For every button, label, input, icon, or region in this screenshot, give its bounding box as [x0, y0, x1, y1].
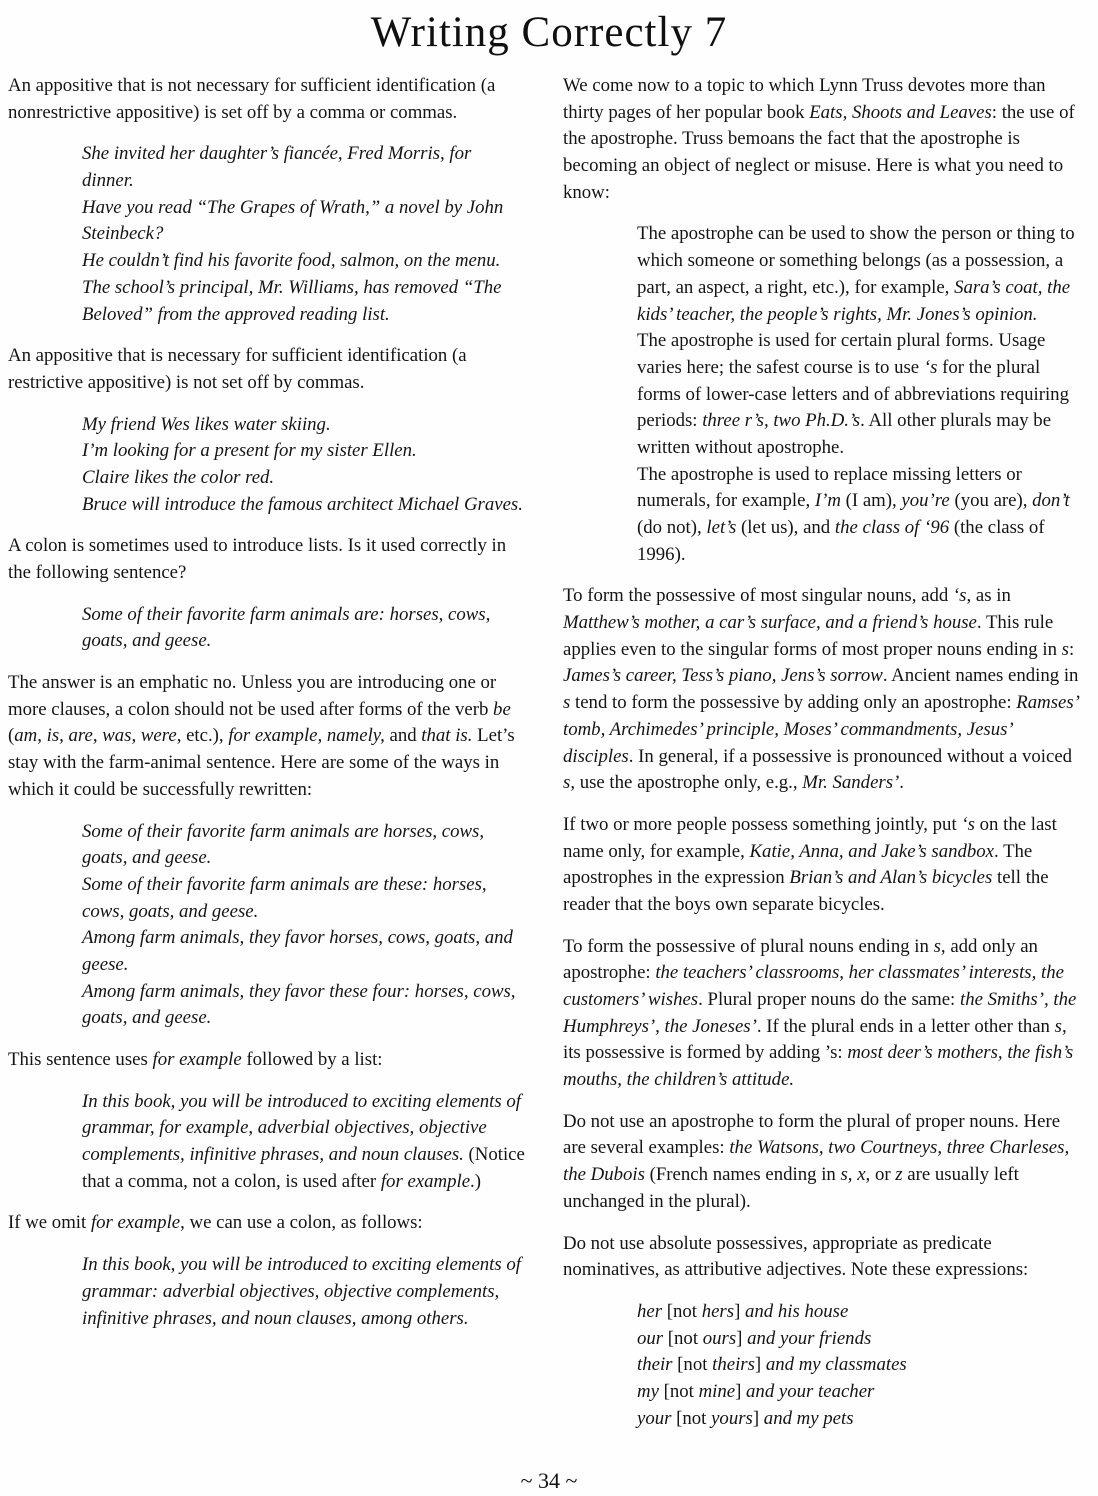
italic-text: s — [563, 692, 571, 714]
italic-text: Matthew’s mother, a car’s surface, and a friend’s house — [563, 612, 977, 634]
example-block — [8, 412, 531, 519]
body-text: . — [899, 772, 904, 794]
body-text: We come now to a topic to which Lynn Truss devotes more than thirty pages of her popular book — [563, 75, 1046, 123]
italic-text: our — [637, 1327, 664, 1349]
example-block — [8, 602, 531, 655]
body-text: The apostrophe is used for certain plural forms. Usage varies here; the safest course is to use — [637, 330, 1046, 378]
example-item — [637, 221, 1080, 328]
example-item — [82, 1089, 525, 1196]
italic-text: s — [563, 772, 571, 794]
example-item — [82, 248, 525, 275]
italic-text: don’t — [1032, 490, 1070, 512]
italic-text: her — [637, 1300, 663, 1322]
body-text: ] — [734, 1300, 746, 1322]
example-item — [637, 328, 1080, 461]
body-text: [not — [658, 1380, 699, 1402]
paragraph — [8, 533, 531, 586]
example-item — [82, 492, 525, 519]
body-text: Let’s stay with the farm-animal sentence. Here are some of the ways in which it could be successfully rewritten: — [8, 725, 515, 800]
body-text: , or — [865, 1164, 896, 1186]
body-text: [not — [672, 1354, 713, 1376]
two-column-layout — [0, 57, 1098, 1447]
example-item — [82, 275, 525, 328]
example-item — [82, 141, 525, 194]
italic-text: Claire likes the color red. — [82, 466, 275, 488]
body-text: (do not), — [637, 517, 707, 538]
body-text: The answer is an emphatic no. Unless you are introducing one or more clauses, a colon should not be used after forms of the verb — [8, 672, 497, 720]
italic-text: Among farm animals, they favor these four: horses, cows, goats, and geese. — [82, 980, 516, 1029]
italic-text: Some of their favorite farm animals are horses, cows, goats, and geese. — [82, 820, 485, 869]
italic-text: James’s career, Tess’s piano, Jens’s sorrow — [563, 665, 883, 687]
italic-text: I’m looking for a present for my sister Ellen. — [82, 440, 417, 462]
example-item — [637, 1299, 1080, 1326]
example-block — [8, 1089, 531, 1196]
paragraph — [8, 670, 531, 803]
example-item — [637, 1379, 1080, 1406]
page-number: ~ 34 ~ — [520, 1468, 578, 1493]
italic-text: for example — [152, 1049, 242, 1070]
italic-text: that is. — [421, 725, 473, 747]
paragraph — [563, 812, 1086, 919]
body-text: : the use of the apostrophe. Truss bemoans the fact that the apostrophe is becoming an object of neglect or misuse. Here is what you need to know: — [563, 101, 1075, 203]
body-text: and — [384, 725, 422, 747]
example-item — [637, 1406, 1080, 1433]
italic-text: ‘s — [923, 356, 938, 378]
example-block — [563, 1299, 1086, 1432]
italic-text: for example, namely, — [228, 725, 385, 747]
body-text: (the class of 1996). — [637, 517, 1045, 565]
body-text: ] — [752, 1407, 764, 1429]
body-text: (I am), — [840, 490, 902, 512]
body-text: If we omit — [8, 1212, 91, 1234]
italic-text: ours — [702, 1327, 737, 1349]
body-text: (Notice that a comma, not a colon, is used after — [82, 1144, 525, 1192]
body-text: If two or more people possess something jointly, put — [563, 813, 962, 835]
body-text: An appositive that is necessary for sufficient identification (a restrictive appositive) is not set off by commas. — [8, 345, 467, 393]
italic-text: Have you read “The Grapes of Wrath,” a novel by John Steinbeck? — [82, 196, 504, 245]
body-text: Do not use an apostrophe to form the plural of proper nouns. Here are several examples: — [563, 1110, 1061, 1159]
italic-text: Ramses’ tomb, Archimedes’ principle, Moses’ commandments, Jesus’ disciples — [563, 692, 1078, 767]
body-text: ] — [735, 1380, 747, 1402]
column-left — [8, 73, 531, 1447]
example-item — [82, 465, 525, 492]
body-text: , use the apostrophe only, e.g., — [570, 772, 803, 794]
paragraph — [563, 73, 1086, 206]
italic-text: the Watsons, two Courtneys, three Charleses, the Dubois — [563, 1137, 1070, 1186]
body-text: An appositive that is not necessary for sufficient identification (a nonrestrictive appositive) is set off by a comma or commas. — [8, 75, 496, 123]
italic-text: ‘s — [961, 813, 975, 835]
italic-text: In this book, you will be introduced to exciting elements of grammar: adverbial objectives, objective complements, infinitive phrases, and noun clauses, among others. — [82, 1254, 522, 1329]
italic-text: let’s — [706, 517, 737, 538]
body-text: [not — [662, 1300, 702, 1322]
paragraph — [8, 1047, 531, 1074]
body-text: . The apostrophes in the expression — [563, 840, 1033, 889]
italic-text: and his house — [745, 1300, 849, 1322]
italic-text: for example — [380, 1170, 471, 1192]
italic-text: their — [637, 1354, 673, 1376]
italic-text: Katie, Anna, and Jake’s sandbox — [749, 840, 995, 862]
body-text: (French names ending in — [644, 1164, 841, 1186]
body-text: on the last name only, for example, — [563, 813, 1057, 862]
italic-text: My friend Wes likes water skiing. — [82, 413, 331, 435]
body-text: ] — [754, 1354, 766, 1376]
body-text: .) — [470, 1170, 481, 1192]
body-text: . If the plural ends in a letter other than — [756, 1015, 1055, 1037]
italic-text: and your teacher — [746, 1380, 875, 1402]
body-text: : — [1068, 638, 1075, 660]
italic-text: Some of their favorite farm animals are: horses, cows, goats, and geese. — [82, 603, 491, 652]
italic-text: mine — [698, 1380, 736, 1402]
italic-text: am, is, are, was, were — [14, 725, 177, 747]
body-text: ] — [736, 1327, 748, 1349]
paragraph — [563, 1231, 1086, 1284]
example-item — [82, 195, 525, 248]
example-item — [82, 412, 525, 439]
paragraph — [8, 73, 531, 126]
example-block — [563, 221, 1086, 568]
italic-text: s, x — [840, 1164, 866, 1186]
example-item — [637, 462, 1080, 569]
body-text: This sentence uses — [8, 1049, 153, 1070]
body-text: are usually left unchanged in the plural). — [563, 1164, 1019, 1212]
body-text: The apostrophe can be used to show the person or thing to which someone or something belongs (as a possession, a part, an aspect, a right, etc.), for example, — [637, 223, 1075, 298]
body-text: , its possessive is formed by adding ’s: — [563, 1015, 1067, 1064]
italic-text: and my pets — [763, 1407, 854, 1429]
body-text: followed by a list: — [241, 1049, 383, 1070]
paragraph — [563, 1109, 1086, 1216]
example-block — [8, 1252, 531, 1332]
body-text: . This rule applies even to the singular forms of most proper nouns ending in — [563, 612, 1062, 660]
italic-text: hers — [701, 1300, 735, 1322]
example-item — [637, 1352, 1080, 1379]
italic-text: s — [1054, 1015, 1062, 1037]
body-text: Do not use absolute possessives, appropriate as predicate nominatives, as attributive adjectives. Note these expressions: — [563, 1232, 1029, 1281]
italic-text: you’re — [901, 490, 950, 512]
italic-text: be — [493, 698, 511, 720]
paragraph — [563, 934, 1086, 1094]
italic-text: the teachers’ classrooms, her classmates’ interests, the customers’ wishes — [563, 962, 1064, 1010]
example-item — [637, 1326, 1080, 1353]
italic-text: three r’s, two Ph.D.’s — [702, 410, 861, 432]
italic-text: theirs — [712, 1354, 755, 1376]
page-title: Writing Correctly 7 — [370, 9, 728, 56]
italic-text: I’m — [814, 490, 841, 512]
italic-text: Some of their favorite farm animals are these: horses, cows, goats, and geese. — [82, 873, 487, 922]
paragraph — [8, 343, 531, 396]
italic-text: The school’s principal, Mr. Williams, has removed “The Beloved” from the approved reading list. — [82, 276, 502, 325]
body-text: . Plural proper nouns do the same: — [698, 989, 960, 1010]
example-item — [82, 872, 525, 925]
italic-text: the Smiths’, the Humphreys’, the Joneses’ — [563, 989, 1077, 1037]
italic-text: ‘s — [952, 585, 967, 607]
italic-text: Mr. Sanders’ — [802, 772, 900, 794]
italic-text: Sara’s coat, the kids’ teacher, the people’s rights, Mr. Jones’s opinion. — [637, 276, 1071, 325]
italic-text: In this book, you will be introduced to exciting elements of grammar, for example, adverbial objectives, objective complements, infinitive phrases, and noun clauses. — [82, 1090, 522, 1166]
body-text: tell the reader that the boys own separate bicycles. — [563, 867, 1049, 915]
body-text: [not — [663, 1327, 703, 1349]
italic-text: s — [1061, 638, 1069, 660]
paragraph — [563, 583, 1086, 797]
column-right — [563, 73, 1086, 1447]
example-item — [82, 438, 525, 465]
example-item — [82, 602, 525, 655]
body-text: , we can use a colon, as follows: — [180, 1212, 423, 1234]
body-text: tend to form the possessive by adding only an apostrophe: — [570, 692, 1017, 714]
body-text: To form the possessive of most singular nouns, add — [563, 585, 953, 607]
italic-text: Among farm animals, they favor horses, cows, goats, and geese. — [82, 927, 513, 975]
example-item — [82, 979, 525, 1032]
body-text: , as in — [966, 585, 1011, 607]
italic-text: Eats, Shoots and Leaves — [809, 101, 992, 123]
example-block — [8, 819, 531, 1033]
example-item — [82, 925, 525, 978]
body-text: (let us), and — [736, 517, 835, 538]
body-text: . Ancient names ending in — [882, 665, 1079, 687]
body-text: (you are), — [949, 490, 1033, 512]
italic-text: the class of ‘96 — [834, 517, 950, 538]
body-text: . All other plurals may be written without apostrophe. — [637, 410, 1052, 458]
paragraph — [8, 1210, 531, 1237]
italic-text: and my classmates — [765, 1354, 907, 1376]
body-text: [not — [671, 1407, 712, 1429]
italic-text: She invited her daughter’s fiancée, Fred Morris, for dinner. — [82, 143, 472, 192]
italic-text: Brian’s and Alan’s bicycles — [789, 867, 993, 889]
example-item — [82, 1252, 525, 1332]
italic-text: He couldn’t find his favorite food, salmon, on the menu. — [82, 250, 501, 272]
italic-text: s — [933, 935, 941, 957]
example-item — [82, 819, 525, 872]
italic-text: your — [637, 1407, 672, 1429]
body-text: , etc.), — [176, 725, 229, 747]
body-text: , add only an apostrophe: — [563, 935, 1038, 984]
body-text: The apostrophe is used to replace missing letters or numerals, for example, — [637, 463, 1022, 512]
italic-text: my — [637, 1380, 659, 1402]
body-text: A colon is sometimes used to introduce lists. Is it used correctly in the following sentence? — [8, 535, 507, 583]
italic-text: and your friends — [747, 1327, 872, 1349]
italic-text: most deer’s mothers, the fish’s mouths, the children’s attitude. — [563, 1042, 1074, 1091]
body-text: for the plural forms of lower-case letters and of abbreviations requiring periods: — [637, 356, 1069, 432]
body-text: To form the possessive of plural nouns ending in — [563, 935, 934, 957]
italic-text: z — [895, 1164, 903, 1186]
example-block — [8, 141, 531, 328]
italic-text: Bruce will introduce the famous architect Michael Graves. — [82, 493, 523, 515]
body-text: ( — [8, 725, 15, 747]
italic-text: yours — [711, 1407, 753, 1429]
italic-text: for example — [90, 1212, 181, 1234]
body-text: . In general, if a possessive is pronounced without a voiced — [628, 745, 1073, 767]
